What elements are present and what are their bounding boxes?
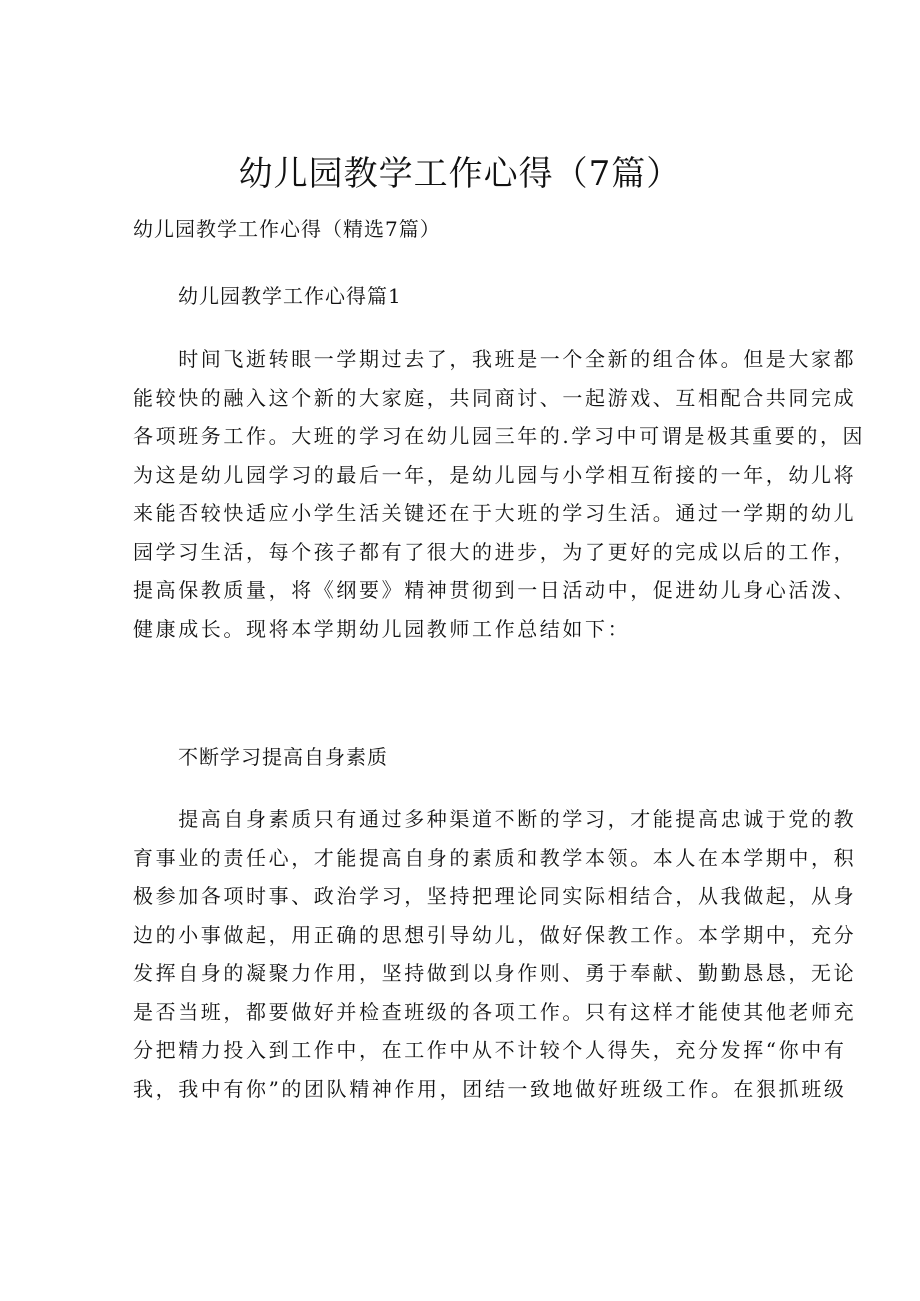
paragraph-line: 各项班务工作。大班的学习在幼儿园三年的.学习中可谓是极其重要的，因	[133, 424, 866, 448]
paragraph-line: 分把精力投入到工作中，在工作中从不计较个人得失，充分发挥“你中有	[133, 1038, 847, 1062]
paragraph-line: 园学习生活，每个孩子都有了很大的进步，为了更好的完成以后的工作，	[133, 539, 857, 564]
paragraph-line: 健康成长。现将本学期幼儿园教师工作总结如下：	[133, 616, 631, 641]
paragraph-line: 边的小事做起，用正确的思想引导幼儿，做好保教工作。本学期中，充分	[133, 922, 857, 947]
paragraph-line: 提高保教质量，将《纲要》精神贯彻到一日活动中，促进幼儿身心活泼、	[133, 578, 857, 602]
paragraph-line: 来能否较快适应小学生活关键还在于大班的学习生活。通过一学期的幼儿	[133, 501, 857, 525]
paragraph-line: 是否当班，都要做好并检查班级的各项工作。只有这样才能使其他老师充	[133, 999, 857, 1024]
paragraph-1	[133, 340, 866, 648]
paragraph-line: 极参加各项时事、政治学习，坚持把理论同实际相结合，从我做起，从身	[133, 884, 857, 908]
section-heading: 幼儿园教学工作心得篇1	[178, 284, 402, 308]
paragraph-line: 能较快的融入这个新的大家庭，共同商讨、一起游戏、互相配合共同完成	[133, 385, 857, 410]
paragraph-line: 时间飞逝转眼一学期过去了，我班是一个全新的组合体。但是大家都	[133, 347, 857, 371]
paragraph-2	[133, 800, 857, 1108]
paragraph-line: 我，我中有你”的团队精神作用，团结一致地做好班级工作。在狠抓班级	[133, 1076, 847, 1101]
subheading: 不断学习提高自身素质	[178, 745, 388, 769]
document-title: 幼儿园教学工作心得（7篇）	[238, 154, 682, 194]
paragraph-line: 提高自身素质只有通过多种渠道不断的学习，才能提高忠诚于党的教	[133, 807, 857, 831]
paragraph-line: 为这是幼儿园学习的最后一年，是幼儿园与小学相互衔接的一年，幼儿将	[133, 462, 857, 487]
paragraph-line: 育事业的责任心，才能提高自身的素质和教学本领。本人在本学期中，积	[133, 845, 857, 870]
paragraph-line: 发挥自身的凝聚力作用，坚持做到以身作则、勇于奉献、勤勤恳恳，无论	[133, 961, 857, 985]
document-subtitle: 幼儿园教学工作心得（精选7篇）	[133, 217, 441, 241]
